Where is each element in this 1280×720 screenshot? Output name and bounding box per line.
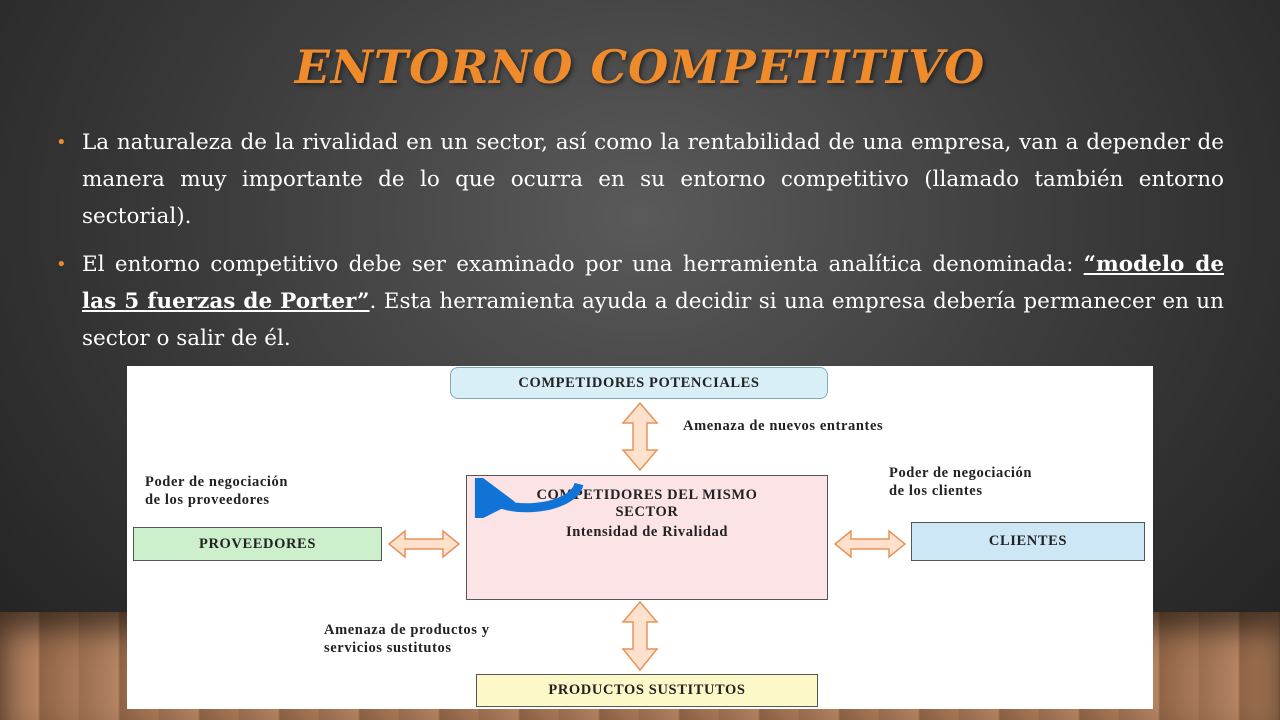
supplier-power-label-line: Poder de negociación xyxy=(145,474,289,490)
industry-competitors-box xyxy=(466,475,828,600)
bullet-item xyxy=(56,124,1224,235)
bullet-text: El entorno competitivo debe ser examinado por una herramienta analítica denominada: xyxy=(82,252,1084,277)
porter-model-link[interactable]: “modelo de las 5 fuerzas de Porter” xyxy=(82,252,1225,314)
bullet-icon: • xyxy=(56,132,67,153)
porter-five-forces-diagram xyxy=(127,366,1153,709)
potential-competitors-box: COMPETIDORES POTENCIALES xyxy=(450,367,828,399)
new-entrants-threat-label: Amenaza de nuevos entrantes xyxy=(683,418,884,434)
double-arrow-icon xyxy=(389,531,459,557)
rivalry-intensity-label: Intensidad de Rivalidad xyxy=(565,524,729,540)
client-power-label-line: de los clientes xyxy=(889,483,983,499)
double-arrow-icon xyxy=(623,602,657,670)
substitutes-threat-label-line: servicios sustitutos xyxy=(324,640,452,656)
suppliers-box: PROVEEDORES xyxy=(133,527,382,561)
substitutes-threat-label-line: Amenaza de productos y xyxy=(324,622,490,638)
bullet-item xyxy=(56,246,1224,357)
client-power-label xyxy=(889,464,1032,500)
bullet-list xyxy=(56,124,1224,368)
bullet-text: . Esta herramienta ayuda a decidir si una empresa debería permanecer en un sector o salir de él. xyxy=(82,289,1224,351)
double-arrow-icon xyxy=(623,403,657,470)
substitutes-threat-label xyxy=(324,621,490,657)
double-arrow-icon xyxy=(835,531,905,557)
industry-competitors-title-line: COMPETIDORES DEL MISMO xyxy=(536,487,758,503)
bullet-icon: • xyxy=(56,254,67,275)
supplier-power-label xyxy=(145,473,288,509)
slide-title: ENTORNO COMPETITIVO xyxy=(294,40,986,94)
rivalry-cycle-icon xyxy=(467,478,597,518)
supplier-power-label-line: de los proveedores xyxy=(145,492,270,508)
client-power-label-line: Poder de negociación xyxy=(889,465,1033,481)
substitute-products-box: PRODUCTOS SUSTITUTOS xyxy=(476,674,818,707)
industry-competitors-title-line: SECTOR xyxy=(615,504,679,520)
clients-box: CLIENTES xyxy=(911,522,1145,561)
bullet-text: La naturaleza de la rivalidad en un sector, así como la rentabilidad de una empresa, van a depender de manera muy importante de lo que ocurra en su entorno competitivo (llamado también entorno sectorial). xyxy=(82,130,1224,229)
